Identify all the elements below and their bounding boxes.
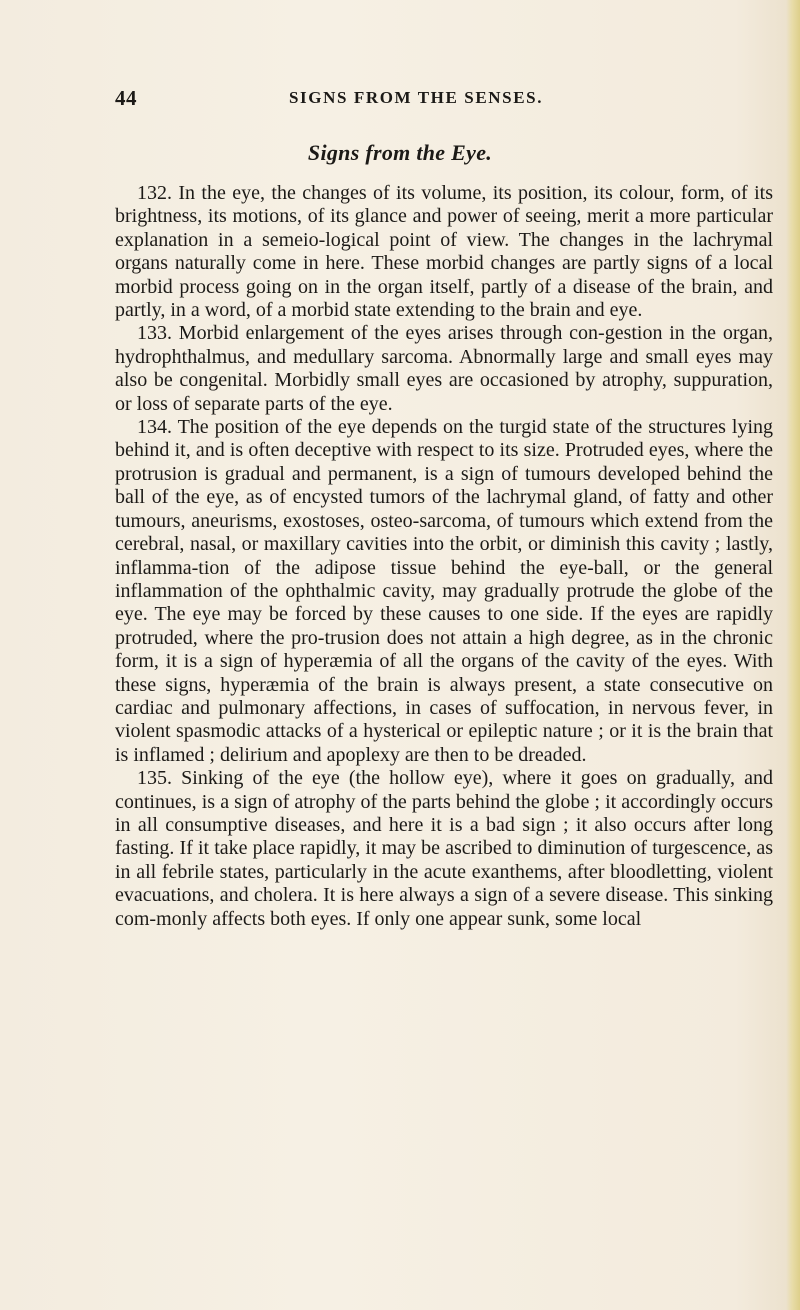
running-head-title: SIGNS FROM THE SENSES. — [289, 88, 544, 107]
paragraph-135: 135. Sinking of the eye (the hollow eye), where it goes on gradually, and continues, is a sign of atrophy of the parts behind the globe ; it accordingly occurs in all consumptive diseases, and here it is a bad sign ; it also occurs after long fasting. If it take place rapidly, it may be ascribed to diminution of turgescence, as in all febrile states, particularly in the acute exanthems, after bloodletting, violent evacuations, and cholera. It is here always a sign of a severe disease. This sinking com-monly affects both eyes. If only one appear sunk, some local — [115, 767, 773, 930]
page-number: 44 — [115, 86, 137, 110]
running-head — [115, 86, 775, 116]
paragraph-132: 132. In the eye, the changes of its volume, its position, its colour, form, of its brightness, its motions, of its glance and power of seeing, merit a more particular explanation in a semeio-logical point of view. The changes in the lachrymal organs naturally come in here. These morbid changes are partly signs of a local morbid process going on in the organ itself, partly of a disease of the brain, and partly, in a word, of a morbid state extending to the brain and eye. — [115, 182, 773, 322]
page-edge-discoloration — [786, 0, 800, 1310]
section-heading: Signs from the Eye. — [307, 140, 493, 165]
paragraph-133: 133. Morbid enlargement of the eyes arises through con-gestion in the organ, hydrophthalmus, and medullary sarcoma. Abnormally large and small eyes may also be congenital. Morbidly small eyes are occasioned by atrophy, suppuration, or loss of separate parts of the eye. — [115, 322, 773, 415]
paragraph-134: 134. The position of the eye depends on the turgid state of the structures lying behind it, and is often deceptive with respect to its size. Protruded eyes, where the protrusion is gradual and permanent, is a sign of tumours developed behind the ball of the eye, as of encysted tumors of the lachrymal gland, of fatty and other tumours, aneurisms, exostoses, osteo-sarcoma, of tumours which extend from the cerebral, nasal, or maxillary cavities into the orbit, or diminish this cavity ; lastly, inflamma-tion of the adipose tissue behind the eye-ball, or the general inflammation of the ophthalmic cavity, may gradually protrude the globe of the eye. The eye may be forced by these causes to one side. If the eyes are rapidly protruded, where the pro-trusion does not attain a high degree, as in the chronic form, it is a sign of hyperæmia of all the organs of the cavity of the eyes. With these signs, hyperæmia of the brain is always present, a state consecutive on cardiac and pulmonary affections, in cases of suffocation, in nervous fever, in violent spasmodic attacks of a hysterical or epileptic nature ; or it is the brain that is inflamed ; delirium and apoplexy are then to be dreaded. — [115, 416, 773, 766]
body-text — [115, 182, 773, 931]
